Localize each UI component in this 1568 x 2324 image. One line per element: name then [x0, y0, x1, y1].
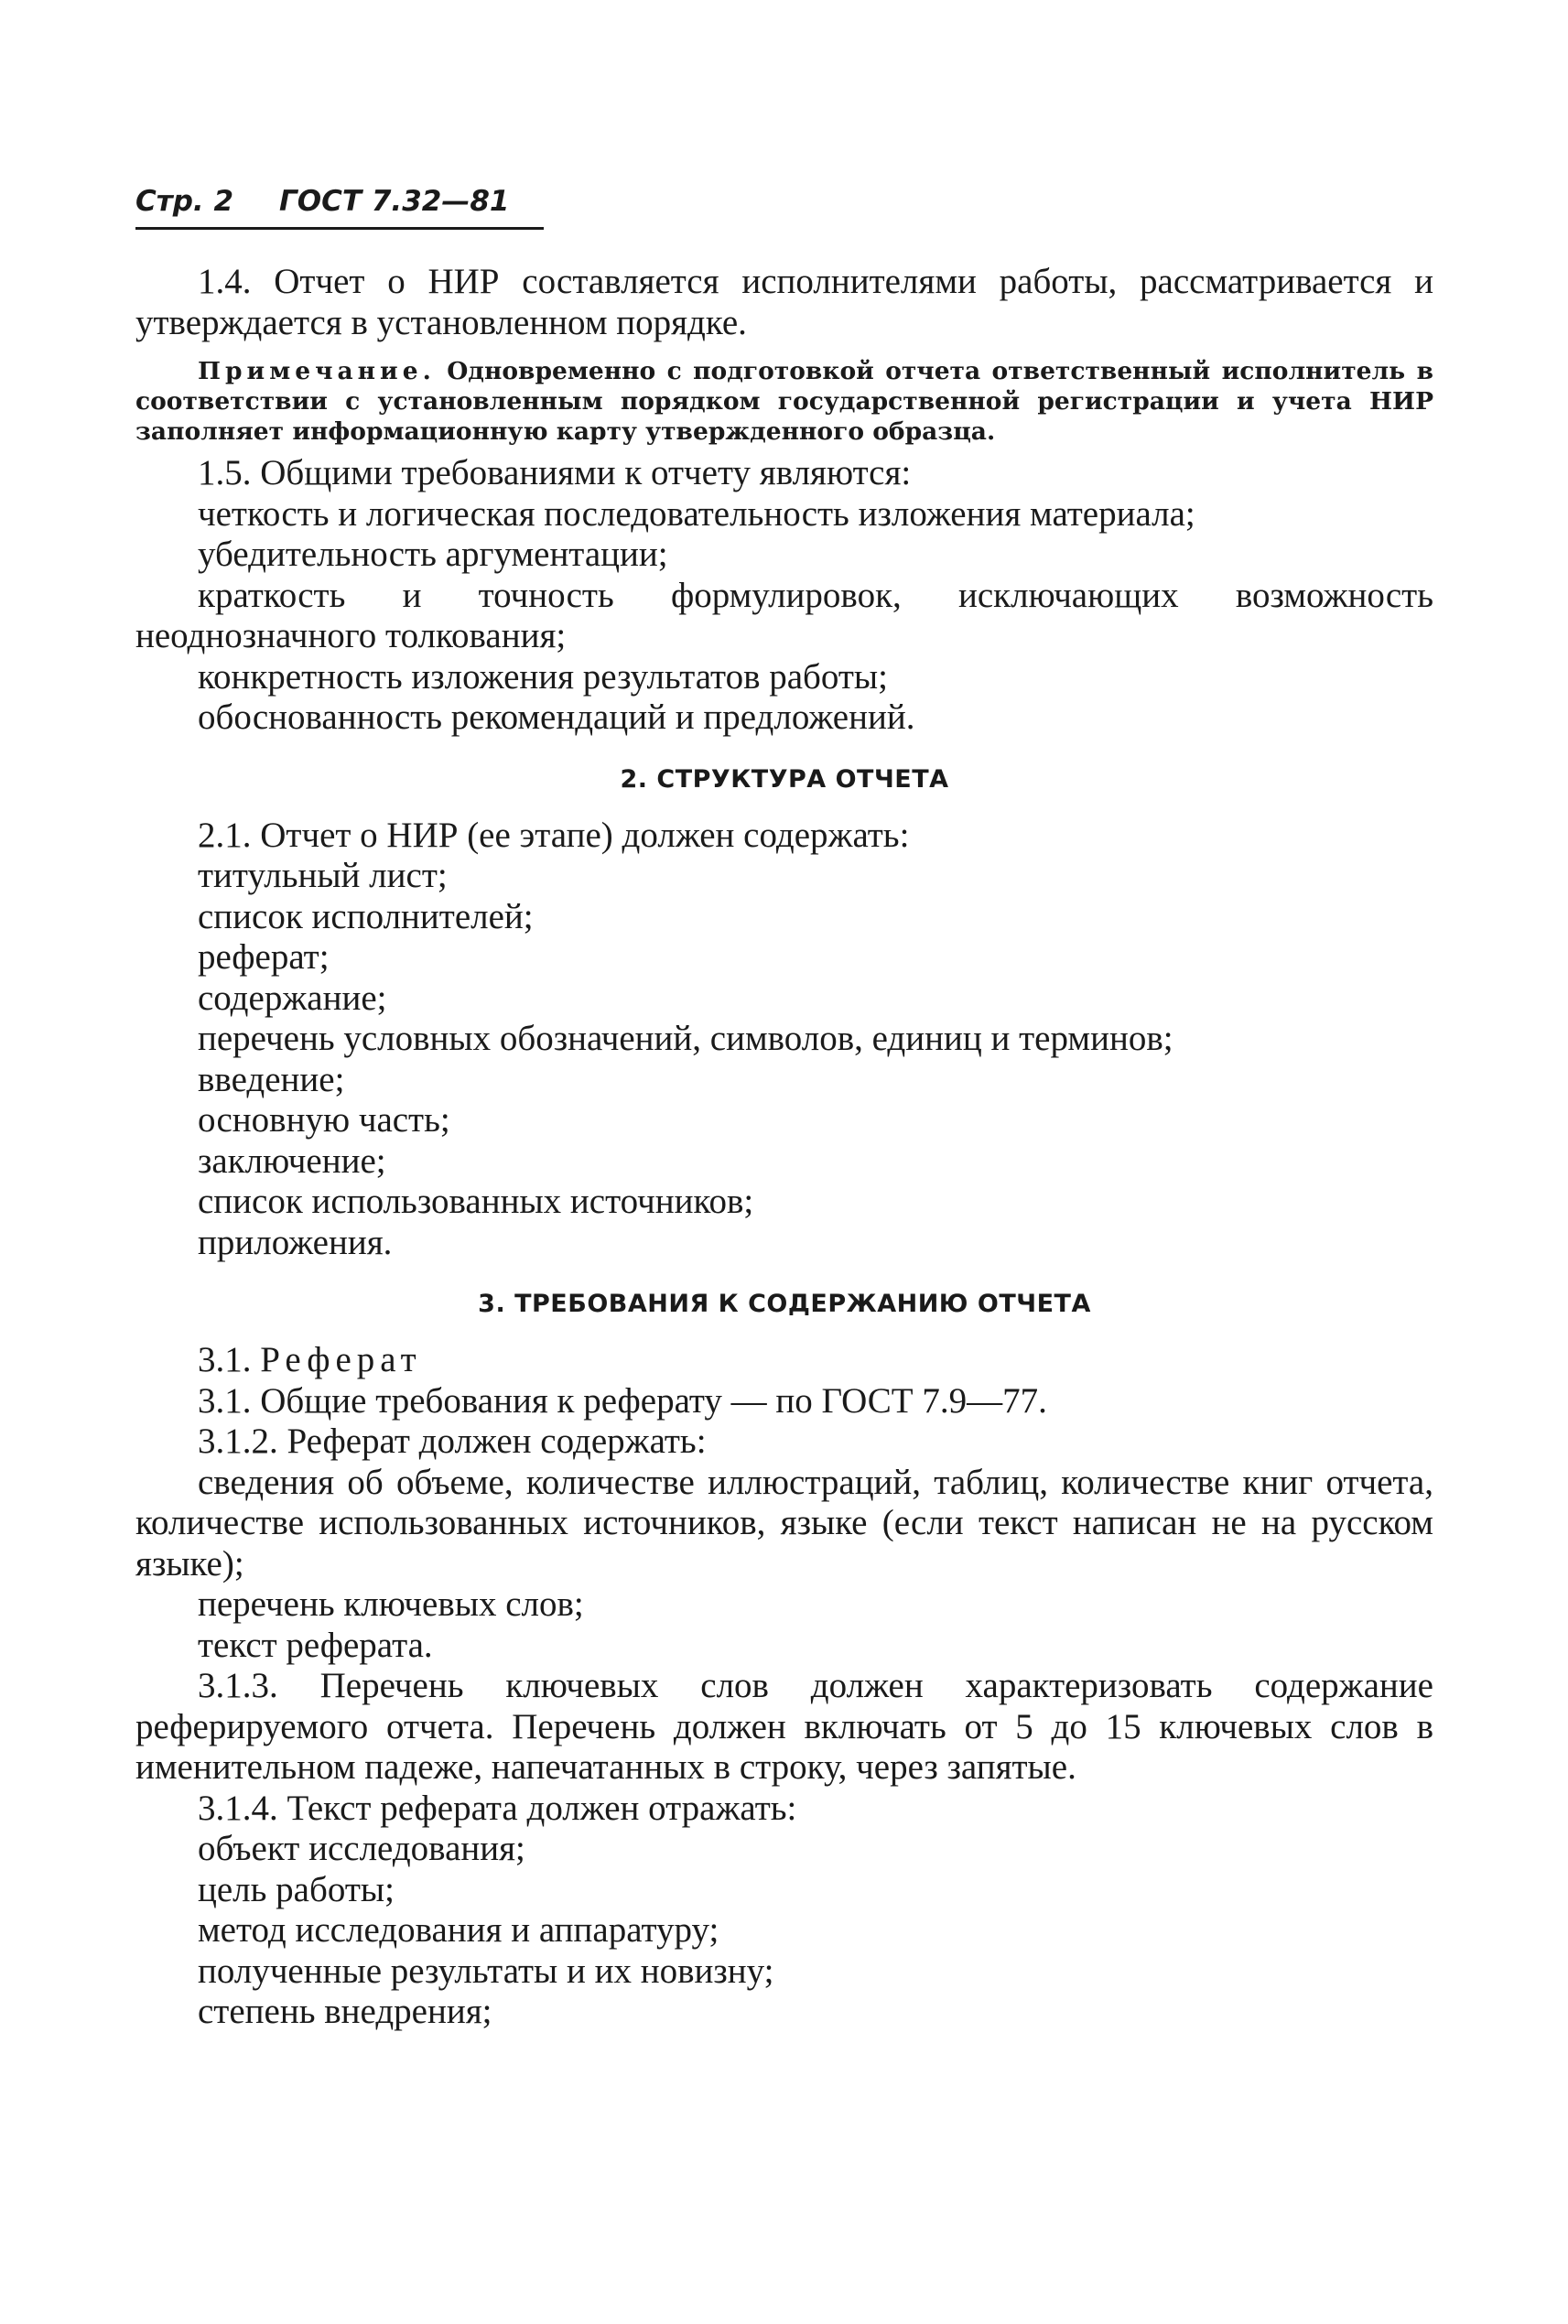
list-item: список исполнителей;: [198, 896, 534, 936]
clause-3-1-4: 3.1.4. Текст реферата должен отражать:: [198, 1788, 797, 1828]
clause-1-5: 1.5. Общими требованиями к отчету являются:: [198, 453, 912, 492]
list-item: титульный лист;: [198, 856, 448, 895]
list-item: сведения об объеме, количестве иллюстраций, таблиц, количестве книг отчета, количестве использованных источников, языке (если текст написан не на русском языке);: [135, 1462, 1433, 1584]
subsection-3-1-title: [135, 1340, 1433, 1381]
list-item: перечень условных обозначений, символов, единиц и терминов;: [198, 1019, 1173, 1058]
subsection-number: 3.1.: [198, 1340, 252, 1379]
list-item: краткость и точность формулировок, исключающих возможность неоднозначного толкования;: [135, 575, 1433, 655]
note-label: Примечание.: [198, 357, 436, 385]
running-head: [135, 183, 544, 230]
section-3-heading: 3. ТРЕБОВАНИЯ К СОДЕРЖАНИЮ ОТЧЕТА: [478, 1290, 1091, 1318]
list-item: полученные результаты и их новизну;: [198, 1951, 774, 1991]
list-item: основную часть;: [198, 1100, 450, 1140]
list-item: метод исследования и аппаратуру;: [198, 1910, 719, 1950]
list-item: цель работы;: [198, 1869, 395, 1909]
list-item: убедительность аргументации;: [198, 535, 668, 574]
list-item: содержание;: [198, 978, 387, 1018]
list-item: текст реферата.: [198, 1625, 433, 1665]
list-item: четкость и логическая последовательность изложения материала;: [198, 493, 1195, 534]
subsection-name: Реферат: [260, 1340, 422, 1379]
list-item: реферат;: [198, 937, 330, 977]
list-item: приложения.: [198, 1222, 393, 1262]
list-item: объект исследования;: [198, 1829, 525, 1868]
note: [135, 356, 1433, 447]
clause-3-1-2: 3.1.2. Реферат должен содержать:: [198, 1421, 707, 1461]
list-item: перечень ключевых слов;: [198, 1584, 584, 1624]
list-item: конкретность изложения результатов работы;: [198, 656, 888, 697]
page-number: Стр. 2: [135, 185, 234, 218]
list-item: обоснованность рекомендаций и предложений.: [198, 697, 915, 737]
clause-3-1-3: 3.1.3. Перечень ключевых слов должен характеризовать содержание реферируемого отчета. Перечень должен включать от 5 до 15 ключевых слов в именительном падеже, напечатанных в строку, через запятые.: [135, 1666, 1433, 1787]
list-item: введение;: [198, 1059, 345, 1099]
list-item: степень внедрения;: [198, 1992, 492, 2031]
note-text: Одновременно с подготовкой отчета ответственный исполнитель в соответствии с установленным порядком государственной регистрации и учета НИР заполняет информационную карту утвержденного образца.: [135, 357, 1433, 446]
clause-3-1: 3.1. Общие требования к реферату — по ГОСТ 7.9—77.: [198, 1380, 1047, 1421]
clause-1-4: 1.4. Отчет о НИР составляется исполнителями работы, рассматривается и утверждается в установленном порядке.: [135, 262, 1433, 342]
clause-2-1: 2.1. Отчет о НИР (ее этапе) должен содержать:: [198, 815, 910, 855]
standard-designation: ГОСТ 7.32—81: [279, 185, 510, 218]
body-text: [135, 262, 1433, 2033]
list-item: заключение;: [198, 1140, 386, 1181]
list-item: список использованных источников;: [198, 1182, 754, 1221]
section-2-heading: 2. СТРУКТУРА ОТЧЕТА: [620, 764, 949, 794]
